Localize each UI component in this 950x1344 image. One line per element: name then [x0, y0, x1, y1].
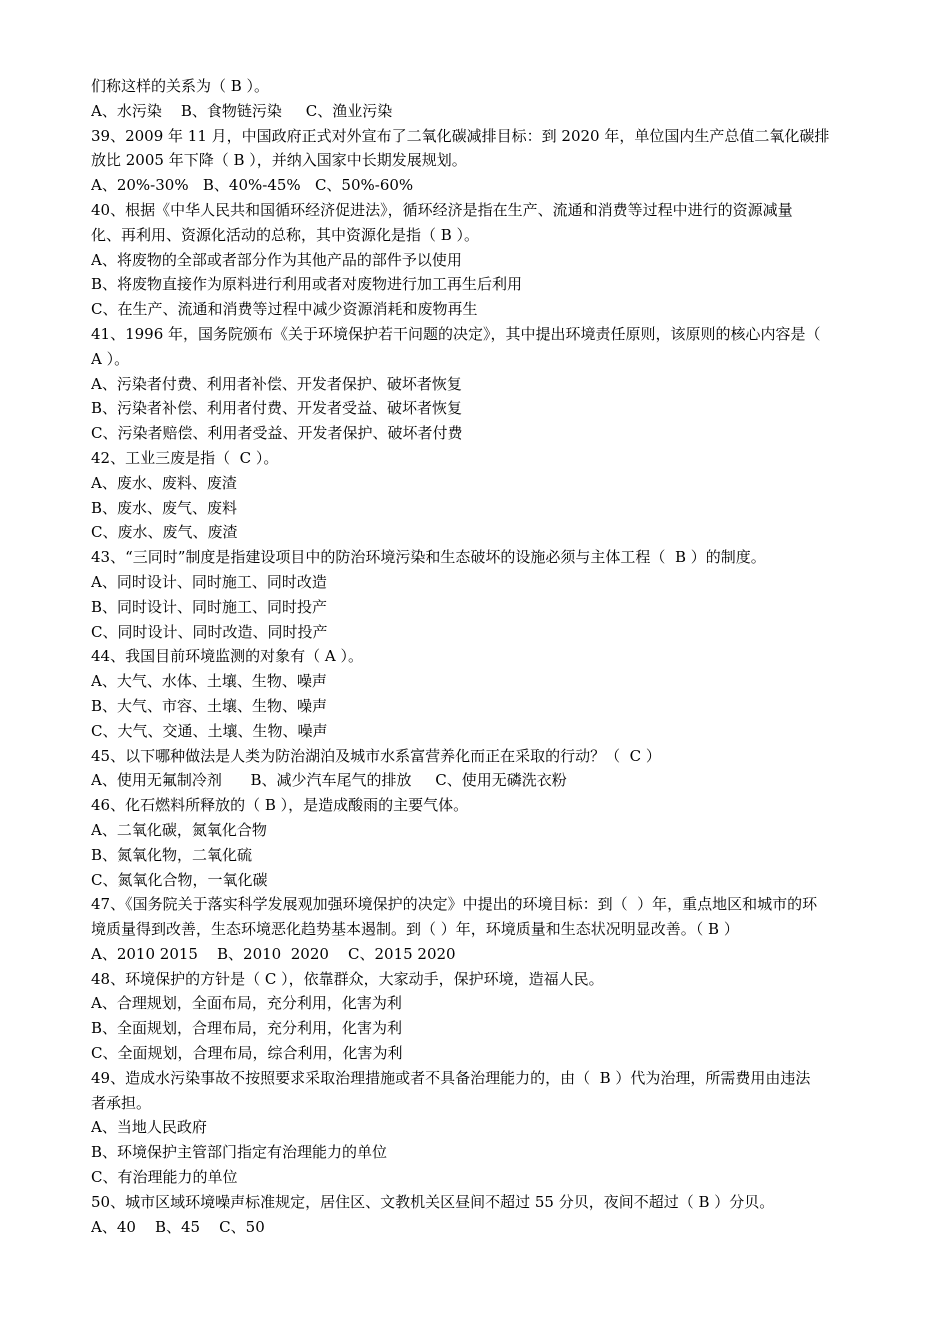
text-line: B、废水、废气、废料 — [91, 498, 238, 517]
text-line: 50、城市区域环境噪声标准规定，居住区、文教机关区昼间不超过 55 分贝，夜间不超过（ B ）分贝。 — [91, 1192, 775, 1211]
text-line: A、将废物的全部或者部分作为其他产品的部件予以使用 — [91, 250, 462, 269]
text-line: 46、化石燃料所释放的（ B ），是造成酸雨的主要气体。 — [91, 796, 469, 815]
text-line: 43、“三同时”制度是指建设项目中的防治环境污染和生态破坏的设施必须与主体工程（ B ）的制度。 — [91, 548, 766, 567]
text-line: 44、我国目前环境监测的对象有（ A ）。 — [91, 647, 363, 666]
text-line: 境质量得到改善，生态环境恶化趋势基本遏制。到（ ）年，环境质量和生态状况明显改善。（ B ） — [91, 920, 739, 939]
text-line: C、全面规划，合理布局，综合利用，化害为利 — [91, 1044, 403, 1063]
text-line: C、废水、废气、废渣 — [91, 523, 238, 542]
text-line: B、将废物直接作为原料进行利用或者对废物进行加工再生后利用 — [91, 275, 523, 294]
text-line: A、大气、水体、土壤、生物、噪声 — [91, 672, 327, 691]
text-line: 41、1996 年，国务院颁布《关于环境保护若干问题的决定》，其中提出环境责任原则，该原则的核心内容是（ — [91, 324, 821, 343]
text-line: A、2010 2015 B、2010 2020 C、2015 2020 — [91, 944, 456, 963]
text-line: B、全面规划，合理布局，充分利用，化害为利 — [91, 1019, 403, 1038]
text-line: 们称这样的关系为（ B ）。 — [91, 77, 270, 95]
text-line: C、同时设计、同时改造、同时投产 — [91, 622, 328, 641]
text-line: 40、根据《中华人民共和国循环经济促进法》，循环经济是指在生产、流通和消费等过程中进行的资源减量 — [91, 200, 793, 219]
text-line: 化、再利用、资源化活动的总称，其中资源化是指（ B ）。 — [91, 225, 480, 244]
text-line: C、有治理能力的单位 — [91, 1168, 238, 1187]
text-line: C、氮氧化合物，一氧化碳 — [91, 870, 268, 889]
text-line: C、污染者赔偿、利用者受益、开发者保护、破坏者付费 — [91, 424, 463, 443]
text-line: 42、工业三废是指（ C ）。 — [91, 448, 279, 467]
text-line: 47、《国务院关于落实科学发展观加强环境保护的决定》中提出的环境目标：到（ ）年，重点地区和城市的环 — [91, 895, 818, 914]
text-line: A、20%-30% B、40%-45% C、50%-60% — [91, 176, 414, 195]
text-line: 39、2009 年 11 月，中国政府正式对外宣布了二氧化碳减排目标：到 2020 年，单位国内生产总值二氧化碳排 — [91, 126, 830, 145]
text-line: C、在生产、流通和消费等过程中减少资源消耗和废物再生 — [91, 300, 478, 319]
text-line: A、合理规划，全面布局，充分利用，化害为利 — [91, 994, 402, 1013]
text-line: B、大气、市容、土壤、生物、噪声 — [91, 696, 328, 715]
text-line: 45、以下哪种做法是人类为防治湖泊及城市水系富营养化而正在采取的行动？（ C ） — [91, 746, 661, 765]
text-line: A ）。 — [91, 349, 130, 368]
text-line: A、二氧化碳，氮氧化合物 — [91, 820, 267, 839]
text-line: A、废水、废料、废渣 — [91, 473, 237, 492]
text-line: 48、环境保护的方针是（ C ），依靠群众，大家动手，保护环境，造福人民。 — [91, 969, 604, 988]
text-line: A、使用无氟制冷剂 B、减少汽车尾气的排放 C、使用无磷洗衣粉 — [91, 771, 567, 790]
text-line: B、氮氧化物，二氧化硫 — [91, 845, 253, 864]
text-line: A、当地人民政府 — [91, 1118, 207, 1137]
text-line: A、水污染 B、食物链污染 C、渔业污染 — [91, 101, 393, 120]
text-line: 放比 2005 年下降（ B ），并纳入国家中长期发展规划。 — [91, 151, 467, 170]
text-line: B、污染者补偿、利用者付费、开发者受益、破坏者恢复 — [91, 399, 463, 418]
text-line: C、大气、交通、土壤、生物、噪声 — [91, 721, 328, 740]
text-line: A、同时设计、同时施工、同时改造 — [91, 572, 327, 591]
text-line: B、同时设计、同时施工、同时投产 — [91, 597, 328, 616]
text-line: A、40 B、45 C、50 — [91, 1217, 265, 1236]
text-line: 49、造成水污染事故不按照要求采取治理措施或者不具备治理能力的，由（ B ）代为治理，所需费用由违法 — [91, 1068, 811, 1087]
text-line: A、污染者付费、利用者补偿、开发者保护、破坏者恢复 — [91, 374, 462, 393]
text-line: B、环境保护主管部门指定有治理能力的单位 — [91, 1143, 388, 1162]
text-line: 者承担。 — [91, 1093, 152, 1112]
